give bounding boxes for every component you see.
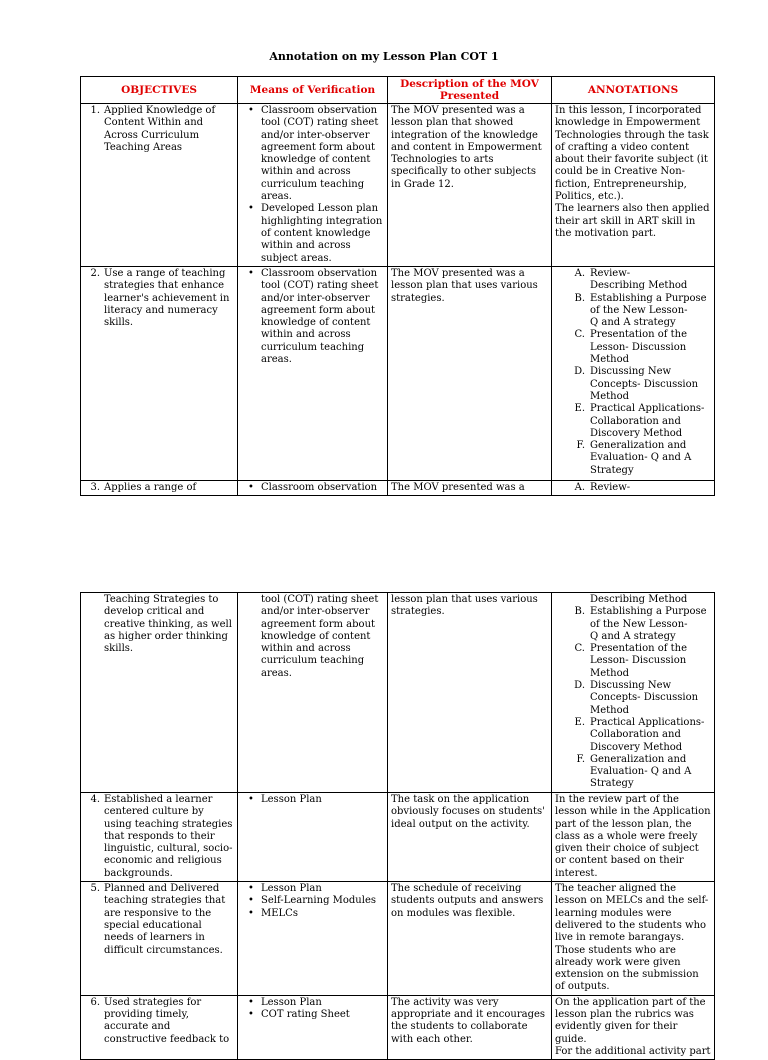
annotation-table-page-2 [80,592,715,1060]
annotation-item: A. Review- [574,482,631,493]
description-cell: The schedule of receiving students outputs and answers on modules was flexible. [388,882,552,996]
header-objectives: OBJECTIVES [81,77,238,104]
bullet: • [248,268,254,279]
mov-item: • Classroom observation tool (COT) rating sheet and/or inter-observer agreement form about knowledge of content within and across curriculum teaching areas. [241,105,384,203]
row-number: 5. [90,883,100,895]
mov-item: • MELCs [241,908,384,920]
annotation-item: D. Discussing New Concepts- Discussion Method [574,680,699,716]
row-number: 1. [90,105,100,116]
mov-cell [238,104,388,267]
mov-item: • Lesson Plan [241,883,384,895]
objective-cell [81,995,238,1059]
mov-item: • Developed Lesson plan highlighting integration of content knowledge within and across subject areas. [241,203,384,264]
objective-text: Used strategies for providing timely, accurate and constructive feedback to [104,996,230,1045]
bullet: • [248,996,254,1008]
bullet: • [248,794,254,805]
bullet: • [248,895,254,907]
annotation-item: F. Generalization and Evaluation- Q and A Strategy [576,440,692,476]
annotation-cell: In the review part of the lesson while in the Application part of the lesson plan, the class as a whole were freely given their choice of subject or content based on their interest. [552,793,715,882]
annotation-item: B. Establishing a Purpose of the New Lesson- Q and A strategy [574,606,707,642]
description-cell: The task on the application obviously focuses on students' ideal output on the activity. [388,793,552,882]
annotation-cell: Describing Method B. Establishing a Purpose of the New Lesson- Q and A strategy C. Presentation of the Lesson- Discussion Method D. Discussing New Concepts- Discussion Method E. Practical Applications- Collaboration and Discovery Method F. Generalization and Evaluation- Q and A Strategy [552,593,715,793]
objective-cell [81,267,238,481]
objective-text: Use a range of teaching strategies that enhance learner's achievement in literacy and numeracy skills. [104,268,230,329]
bullet: • [248,203,254,215]
objective-text: Established a learner centered culture by using teaching strategies that responds to their linguistic, cultural, socio-economic and religious backgrounds. [104,794,233,879]
mov-item: • COT rating Sheet [241,1009,384,1021]
row-number: 2. [90,268,100,279]
annotation-cell [552,481,715,496]
description-cell: The MOV presented was a [388,481,552,496]
bullet: • [248,105,254,116]
objective-cell [81,793,238,882]
annotation-cell [552,267,715,481]
mov-cell [238,593,388,793]
mov-cell [238,793,388,882]
annotation-item: C. Presentation of the Lesson- Discussion Method [574,329,688,366]
header-means-of-verification: Means of Verification [238,77,388,104]
annotation-item: E. Practical Applications- Collaboration and Discovery Method [574,716,705,753]
mov-item: • Lesson Plan [241,794,384,806]
mov-item: • Lesson Plan [241,997,384,1009]
table-row [81,995,715,1059]
description-cell: lesson plan that uses various strategies. [388,593,552,793]
annotation-cell: In this lesson, I incorporated knowledge in Empowerment Technologies through the task of crafting a video content about their favorite subject (it could be in Creative Non-fiction, Entrepreneurship, Politics, etc.). The learners also then applied their art skill in ART skill in the motivation part. [552,104,715,267]
objective-text: Planned and Delivered teaching strategies that are responsive to the special educational needs of learners in difficult circumstances. [104,883,226,956]
annotation-cell: On the application part of the lesson plan the rubrics was evidently given for their guide. For the additional activity part [552,995,715,1059]
row-number: 3. [90,482,100,493]
table-row [81,481,715,496]
annotation-item: A. Review- Describing Method [574,268,688,292]
mov-cell [238,267,388,481]
description-cell: The activity was very appropriate and it encourages the students to collaborate with each other. [388,995,552,1059]
mov-item: tool (COT) rating sheet and/or inter-observer agreement form about knowledge of content within and across curriculum teaching areas. [261,594,379,679]
objective-text: Applied Knowledge of Content Within and Across Curriculum Teaching Areas [104,105,216,153]
table-row [81,104,715,267]
annotation-item: C. Presentation of the Lesson- Discussion Method [574,643,688,679]
annotation-table-page-1 [80,76,715,496]
description-cell: The MOV presented was a lesson plan that showed integration of the knowledge and content in Empowerment Technologies to arts specifically to other subjects in Grade 12. [388,104,552,267]
mov-item: • Classroom observation [241,482,384,494]
row-number: 4. [90,794,100,805]
table-row [81,267,715,481]
mov-cell [238,481,388,496]
header-annotations: ANNOTATIONS [552,77,715,104]
annotation-item: B. Establishing a Purpose of the New Lesson- Q and A strategy [574,292,707,329]
header-description-of-mov: Description of the MOV Presented [388,77,552,104]
objective-cell [81,104,238,267]
objective-cell [81,481,238,496]
document-title: Annotation on my Lesson Plan COT 1 [269,50,499,63]
mov-cell [238,995,388,1059]
header-row [81,77,715,104]
annotation-item: D. Discussing New Concepts- Discussion Method [574,366,699,402]
annotation-item: F. Generalization and Evaluation- Q and A Strategy [576,753,692,790]
table-row [81,593,715,793]
description-cell: The MOV presented was a lesson plan that uses various strategies. [388,267,552,481]
mov-item: • Self-Learning Modules [241,895,384,907]
table-row [81,793,715,882]
objective-text: Applies a range of [104,482,197,493]
annotation-cell: The teacher aligned the lesson on MELCs and the self-learning modules were delivered to the students who live in remote barangays. Those students who are already work were given extension on the submission of outputs. [552,882,715,996]
bullet: • [248,482,254,493]
table-row [81,882,715,996]
bullet: • [248,1009,254,1021]
objective-text: Teaching Strategies to develop critical and creative thinking, as well as higher order thinking skills. [104,594,232,655]
annotation-item: E. Practical Applications- Collaboration and Discovery Method [574,403,705,439]
mov-item: • Classroom observation tool (COT) rating sheet and/or inter-observer agreement form about knowledge of content within and across curriculum teaching areas. [241,268,384,366]
row-number: 6. [90,996,100,1008]
mov-cell [238,882,388,996]
objective-cell [81,882,238,996]
objective-cell [81,593,238,793]
bullet: • [248,907,254,919]
bullet: • [248,883,254,895]
